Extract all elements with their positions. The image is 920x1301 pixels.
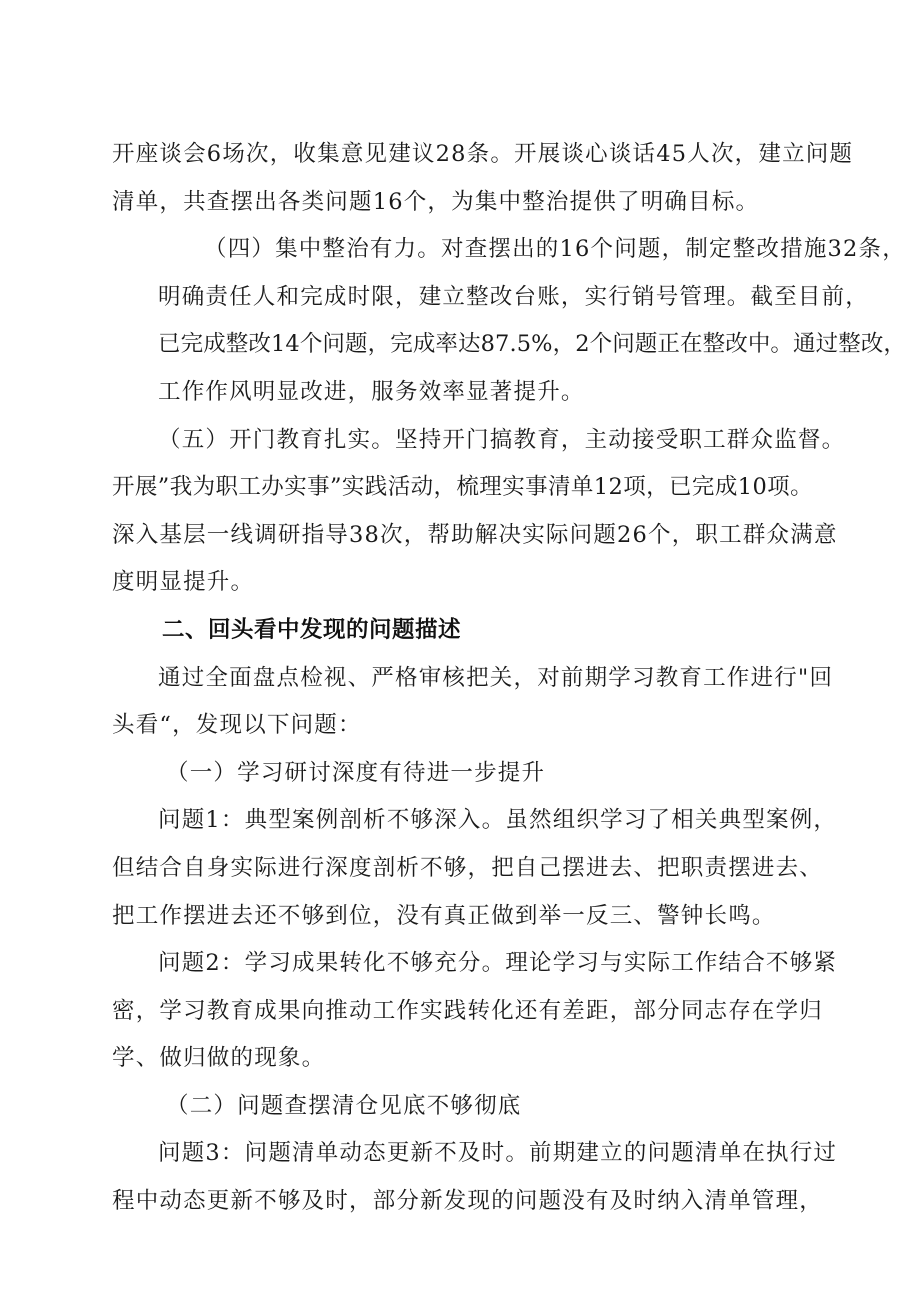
text-line: 工作作风明显改进，服务效率显著提升。	[158, 378, 585, 405]
paragraph-problem-2	[112, 940, 838, 1083]
text-line: 开展”我为职工办实事”实践活动，梳理实事清单12项，已完成10项。	[112, 474, 813, 501]
text-line: 程中动态更新不够及时，部分新发现的问题没有及时纳入清单管理，	[112, 1188, 824, 1215]
paragraph-rectification	[112, 226, 907, 416]
text-line: 密，学习教育成果向推动工作实践转化还有差距，部分同志存在学归	[112, 997, 824, 1024]
paragraph-meetings	[112, 131, 854, 226]
text-line: 开座谈会6场次，收集意见建议28条。开展谈心谈话45人次，建立问题	[112, 141, 854, 167]
text-line: （四）集中整治有力。对查摆出的16个问题，制定整改措施32条，	[204, 236, 906, 263]
text-line: 但结合自身实际进行深度剖析不够，把自己摆进去、把职责摆进去、	[112, 854, 824, 881]
subheading-problem-check: （二）问题查摆清仓见底不够彻底	[166, 1092, 522, 1119]
section-heading: 二、回头看中发现的问题描述	[162, 616, 462, 643]
text-line: 通过全面盘点检视、严格审核把关，对前期学习教育工作进行"回	[158, 664, 834, 691]
text-line: 问题3：问题清单动态更新不及时。前期建立的问题清单在执行过	[158, 1140, 838, 1167]
text-line: 度明显提升。	[112, 569, 255, 596]
paragraph-problem-3	[112, 1130, 838, 1225]
text-line: 深入基层一线调研指导38次，帮助解决实际问题26个，职工群众满意	[112, 521, 838, 548]
paragraph-open-education	[112, 417, 846, 607]
text-line: 清单，共查摆出各类问题16个，为集中整治提供了明确目标。	[112, 188, 760, 215]
paragraph-review-intro	[112, 655, 834, 750]
document-page	[112, 131, 907, 1226]
text-line: 已完成整改14个问题，完成率达87.5%，2个问题正在整改中。通过整改，	[158, 331, 907, 358]
text-line: 明确责任人和完成时限，建立整改台账，实行销号管理。截至目前，	[158, 283, 870, 310]
text-line: 学、做归做的现象。	[112, 1045, 326, 1072]
paragraph-problem-1	[112, 797, 838, 940]
subheading-study: （一）学习研讨深度有待进一步提升	[166, 759, 546, 786]
text-line: 问题2：学习成果转化不够充分。理论学习与实际工作结合不够紧	[158, 950, 838, 977]
text-line: （五）开门教育扎实。坚持开门搞教育，主动接受职工群众监督。	[158, 426, 846, 453]
text-line: 把工作摆进去还不够到位，没有真正做到举一反三、警钟长鸣。	[112, 902, 776, 929]
text-line: 问题1：典型案例剖析不够深入。虽然组织学习了相关典型案例，	[158, 807, 838, 834]
text-line: 头看“，发现以下问题：	[112, 712, 362, 739]
